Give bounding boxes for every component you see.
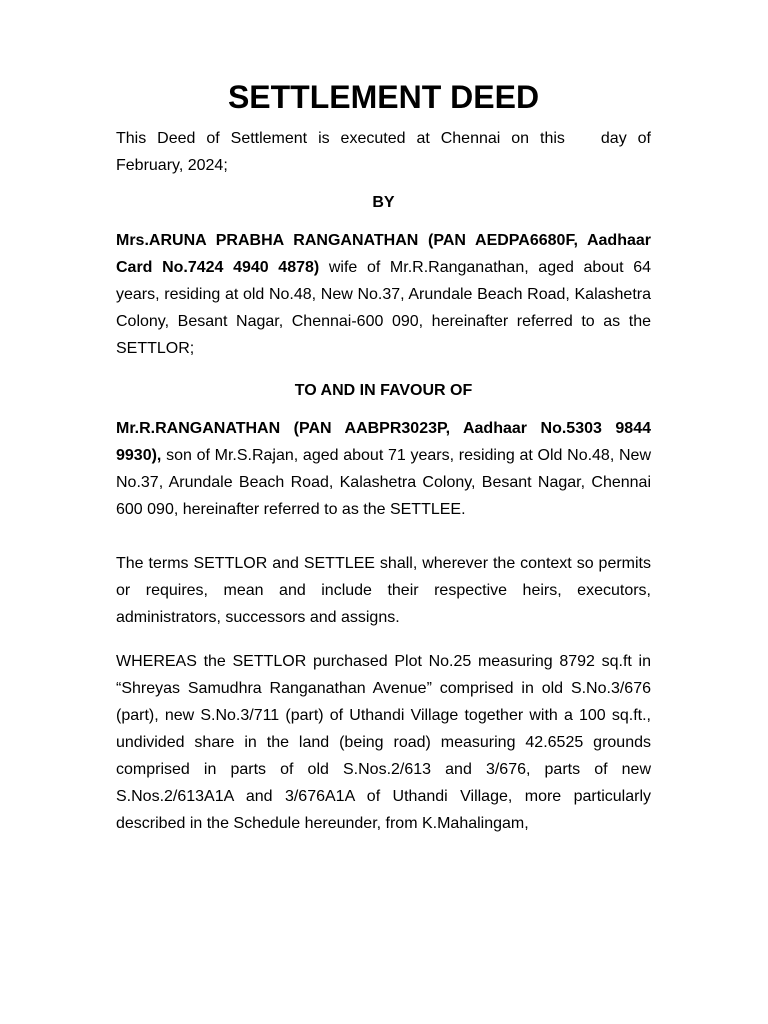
intro-paragraph [116,125,651,179]
settlor-details: wife of Mr.R.Ranganathan, aged about 64 years, residing at old No.48, New No.37, Arundale Beach Road, Kalashetra Colony, Besant Nagar, Chennai-600 090, hereinafter referred to as the SETTLOR; [116,259,651,357]
settlee-details: son of Mr.S.Rajan, aged about 71 years, residing at Old No.48, New No.37, Arundale Beach Road, Kalashetra Colony, Besant Nagar, Chennai 600 090, hereinafter referred to as the SETTLEE. [116,447,651,518]
settlor-name-bold: Mrs.ARUNA PRABHA RANGANATHAN (PAN AEDPA6680F, Aadhaar Card No.7424 4940 4878) [116,232,651,276]
intro-text-part2: day of February, 2024; [116,130,651,174]
intro-text-part1: This Deed of Settlement is executed at Chennai on this [116,130,565,147]
settlee-name-bold: Mr.R.RANGANATHAN (PAN AABPR3023P, Aadhaar No.5303 9844 9930), [116,420,651,464]
deed-title: SETTLEMENT DEED [227,79,540,115]
settlee-paragraph [116,415,651,523]
by-heading: BY [372,194,395,211]
settlor-paragraph [116,227,651,362]
terms-paragraph: The terms SETTLOR and SETTLEE shall, wherever the context so permits or requires, mean and include their respective heirs, executors, administrators, successors and assigns. [116,555,651,626]
favour-heading: TO AND IN FAVOUR OF [294,382,473,399]
whereas-paragraph: WHEREAS the SETTLOR purchased Plot No.25 measuring 8792 sq.ft in “Shreyas Samudhra Ranganathan Avenue” comprised in old S.No.3/676 (part), new S.No.3/711 (part) of Uthandi Village together with a 100 sq.ft., undivided share in the land (being road) measuring 42.6525 grounds comprised in parts of old S.Nos.2/613 and 3/676, parts of new S.Nos.2/613A1A and 3/676A1A of Uthandi Village, more particularly described in the Schedule hereunder, from K.Mahalingam, [116,653,651,832]
